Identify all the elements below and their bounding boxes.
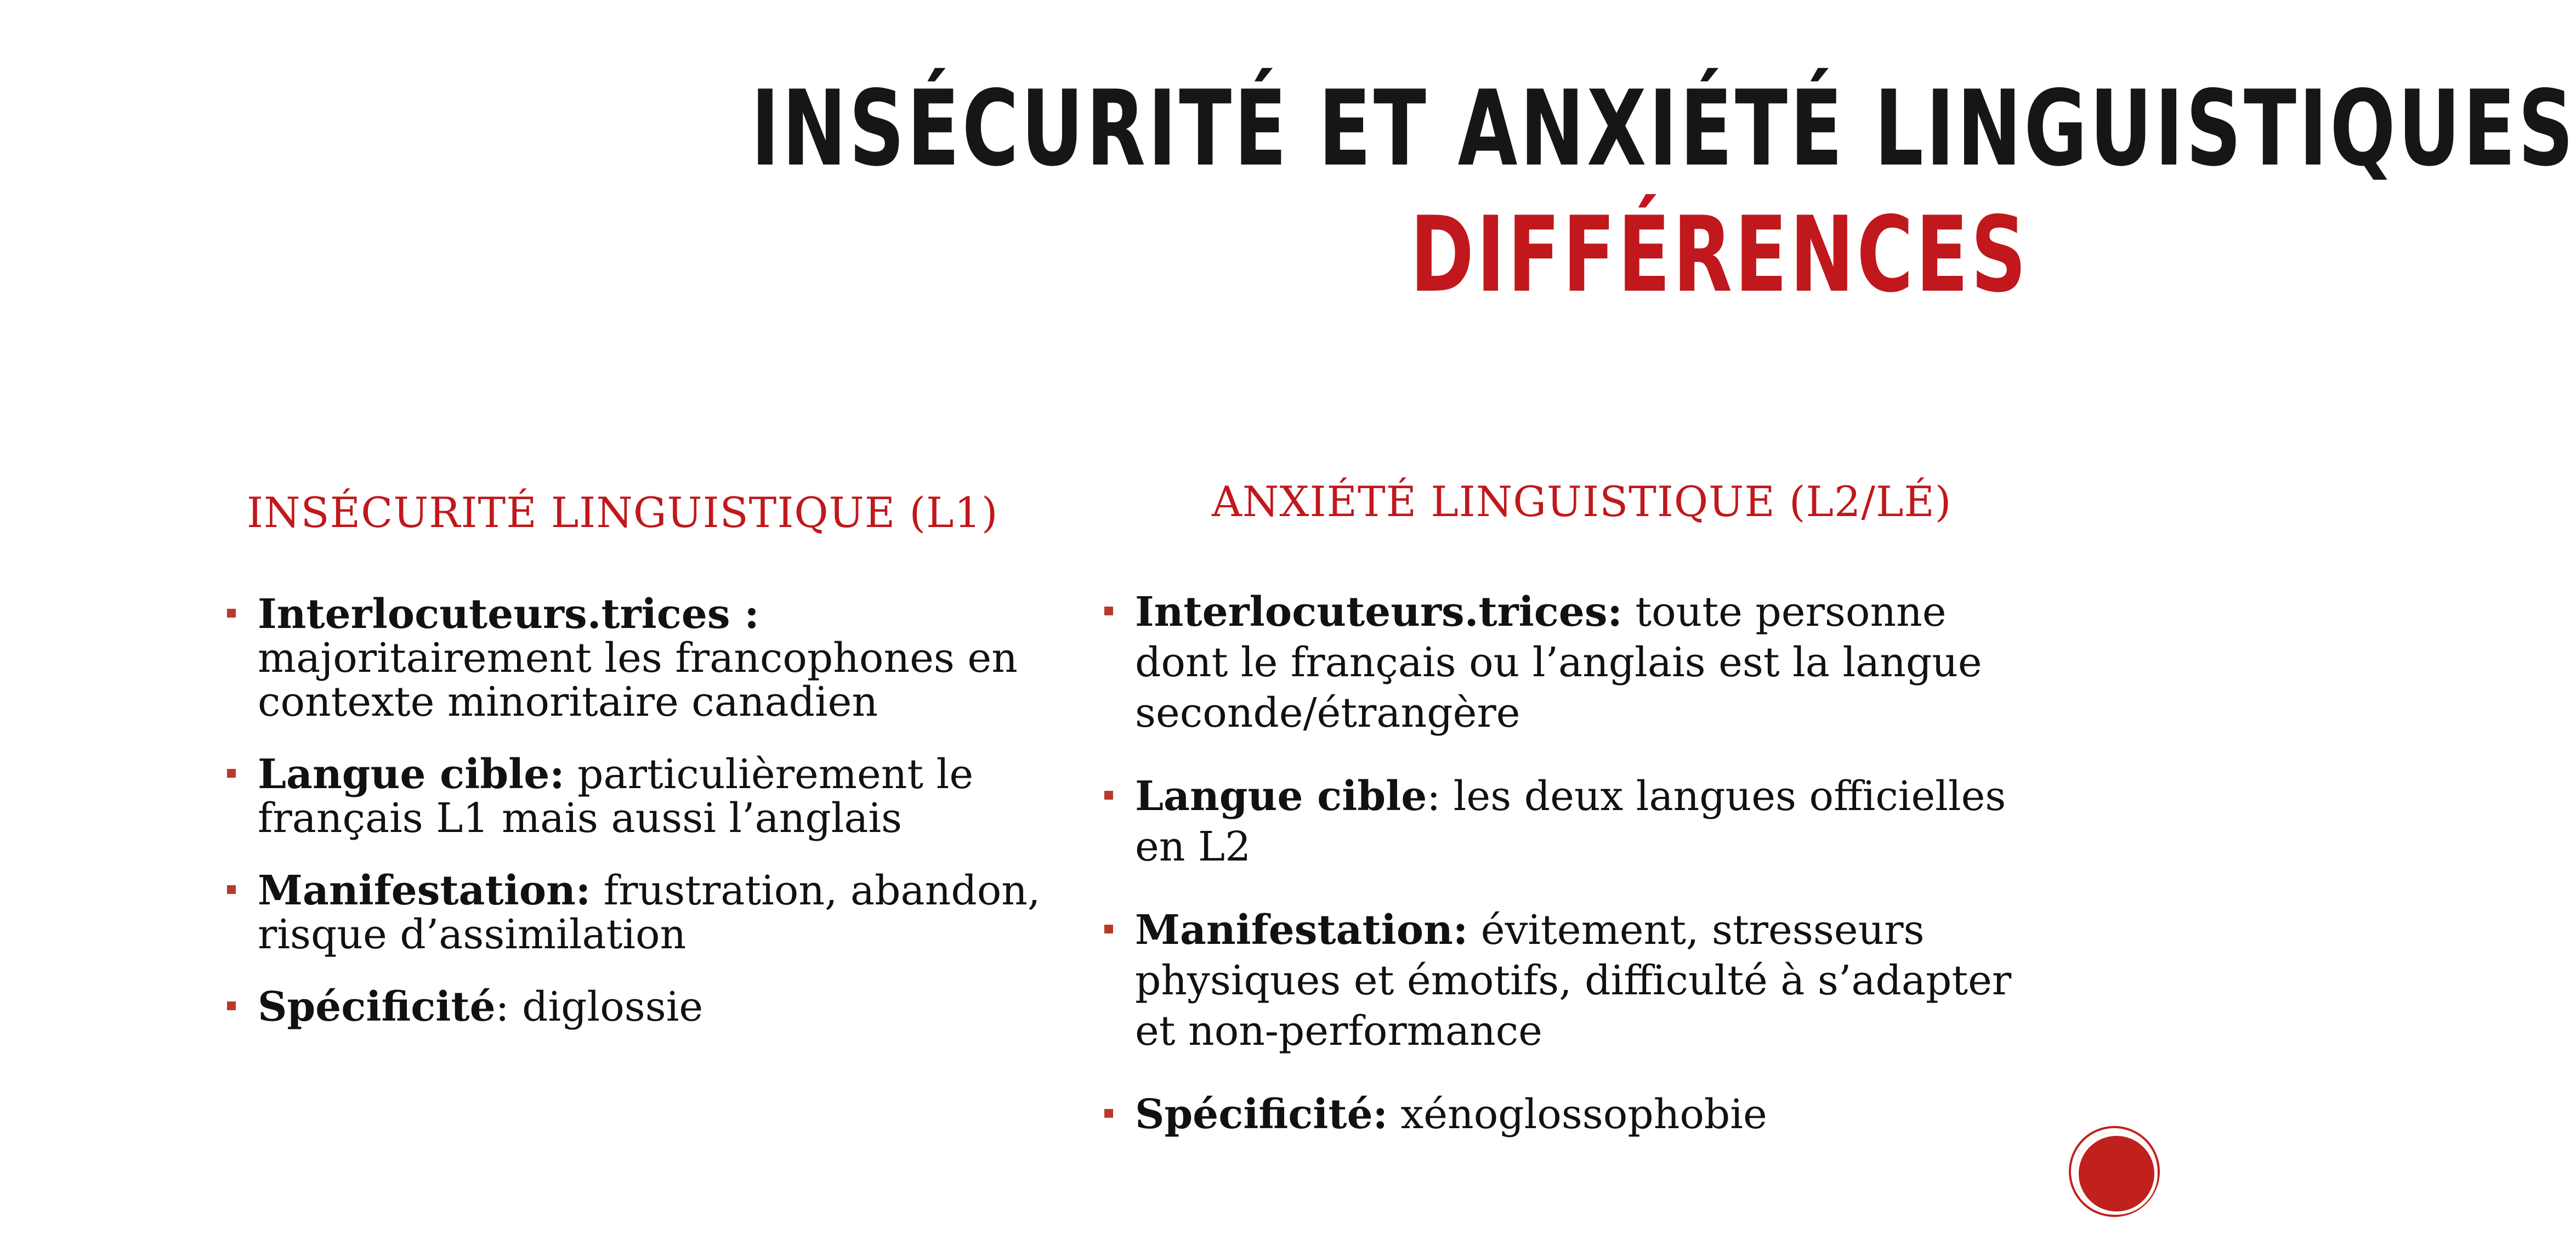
- left-bullet-item: [225, 592, 1080, 724]
- bullet-term: Langue cible: [1135, 773, 1427, 820]
- bullet-text: évitement, stresseurs physiques et émotifs, difficulté à s’adapter et non-performance: [1135, 907, 2012, 1055]
- slide-title: [110, 66, 2576, 318]
- bullet-term: Spécificité: [258, 983, 496, 1031]
- right-column-heading: ANXIÉTÉ LINGUISTIQUE (L2/LÉ): [1212, 477, 1952, 526]
- bullet-term: Manifestation:: [258, 867, 591, 914]
- bullet-text: toute personne dont le français ou l’anglais est la langue seconde/étrangère: [1135, 588, 1982, 737]
- bullet-term: Spécificité:: [1135, 1091, 1388, 1138]
- square-bullet-icon: [227, 769, 236, 778]
- bullet-text: frustration, abandon, risque d’assimilation: [258, 867, 1041, 958]
- square-bullet-icon: [227, 609, 236, 618]
- bullet-text: xénoglossophobie: [1387, 1091, 1767, 1138]
- square-bullet-icon: [1104, 791, 1113, 800]
- title-line-main: INSÉCURITÉ ET ANXIÉTÉ LINGUISTIQUES: [751, 68, 2576, 189]
- right-bullet-item: [1102, 771, 2034, 872]
- bullet-term: Interlocuteurs.trices:: [1135, 588, 1622, 636]
- right-bullet-item: [1102, 587, 2034, 738]
- left-bullet-item: [225, 752, 1080, 840]
- right-bullet-item: [1102, 905, 2034, 1056]
- left-bullet-list: [225, 592, 1080, 1057]
- bullet-text: majoritairement les francophones en contexte minoritaire canadien: [258, 635, 1018, 726]
- square-bullet-icon: [227, 1001, 236, 1010]
- bullet-term: Langue cible:: [258, 751, 565, 798]
- square-bullet-icon: [227, 885, 236, 894]
- left-bullet-item: [225, 869, 1080, 956]
- square-bullet-icon: [1104, 925, 1113, 933]
- square-bullet-icon: [1104, 1109, 1113, 1118]
- title-line-subtitle: DIFFÉRENCES: [1410, 194, 2029, 315]
- bullet-text: : diglossie: [495, 983, 703, 1031]
- square-bullet-icon: [1104, 607, 1113, 615]
- right-bullet-item: [1102, 1089, 2034, 1140]
- bullet-term: Manifestation:: [1135, 907, 1468, 954]
- bullet-text: particulièrement le français L1 mais aussi l’anglais: [258, 751, 974, 842]
- right-bullet-list: [1102, 587, 2034, 1173]
- left-column-heading: INSÉCURITÉ LINGUISTIQUE (L1): [247, 488, 998, 537]
- slide-number-badge-icon: [2075, 1133, 2158, 1215]
- bullet-term: Interlocuteurs.trices :: [258, 591, 759, 638]
- left-bullet-item: [225, 985, 1080, 1029]
- bullet-text: : les deux langues officielles en L2: [1135, 773, 2006, 870]
